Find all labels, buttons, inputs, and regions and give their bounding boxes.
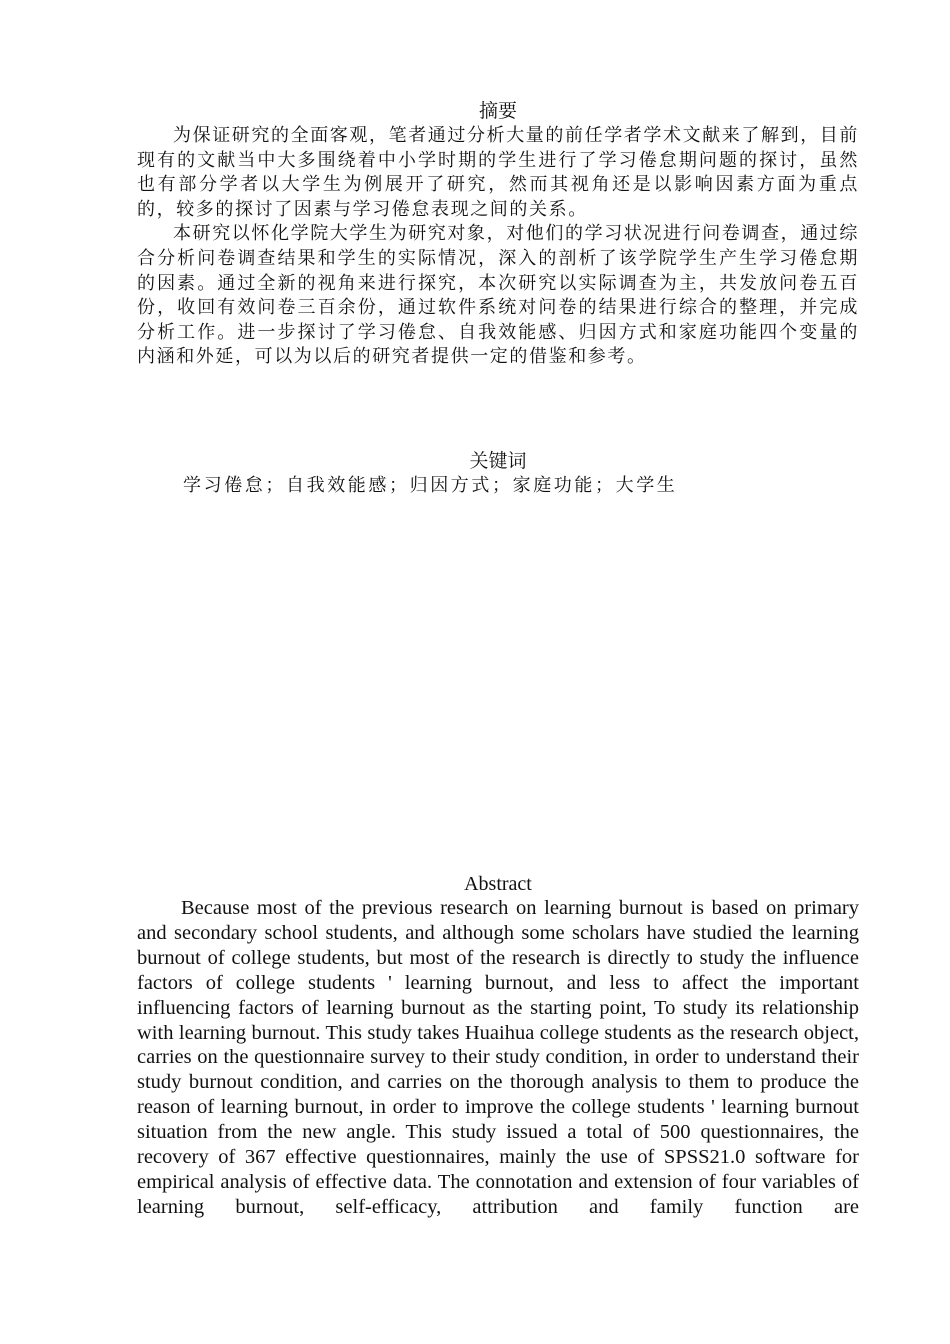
en-abstract-heading: Abstract: [464, 873, 532, 895]
cn-abstract-body: [137, 124, 859, 370]
en-abstract-body: [137, 896, 859, 1220]
cn-abstract-paragraph-1: 为保证研究的全面客观，笔者通过分析大量的前任学者学术文献来了解到，目前现有的文献当中大多围绕着中小学时期的学生进行了学习倦怠期问题的探讨，虽然也有部分学者以大学生为例展开了研究，然而其视角还是以影响因素方面为重点的，较多的探讨了因素与学习倦怠表现之间的关系。: [137, 125, 859, 220]
cn-keywords-list: 学习倦怠；自我效能感；归因方式；家庭功能；大学生: [183, 475, 678, 496]
cn-abstract-paragraph-2: 本研究以怀化学院大学生为研究对象，对他们的学习状况进行问卷调查，通过综合分析问卷调查结果和学生的实际情况，深入的剖析了该学院学生产生学习倦怠期的因素。通过全新的视角来进行探究，本次研究以实际调查为主，共发放问卷五百份，收回有效问卷三百余份，通过软件系统对问卷的结果进行综合的整理，并完成分析工作。进一步探讨了学习倦怠、自我效能感、归因方式和家庭功能四个变量的内涵和外延，可以为以后的研究者提供一定的借鉴和参考。: [137, 223, 859, 368]
cn-abstract-heading: 摘要: [478, 100, 517, 122]
en-abstract-paragraph: Because most of the previous research on learning burnout is based on primary and secondary school students, and although some scholars have studied the learning burnout of college students, but most of the research is directly to study the influence factors of college students ' learning burnout, and less to affect the important influencing factors of learning burnout as the starting point, To study its relationship with learning burnout. This study takes Huaihua college students as the research object, carries on the questionnaire survey to their study condition, in order to understand their study burnout condition, and carries on the thorough analysis to them to produce the reason of learning burnout, in order to improve the college students ' learning burnout situation from the new angle. This study issued a total of 500 questionnaires, the recovery of 367 effective questionnaires, mainly the use of SPSS21.0 software for empirical analysis of effective data. The connotation and extension of four variables of learning burnout, self-efficacy, attribution and family function are: [137, 897, 859, 1218]
cn-keywords-heading: 关键词: [469, 450, 527, 472]
